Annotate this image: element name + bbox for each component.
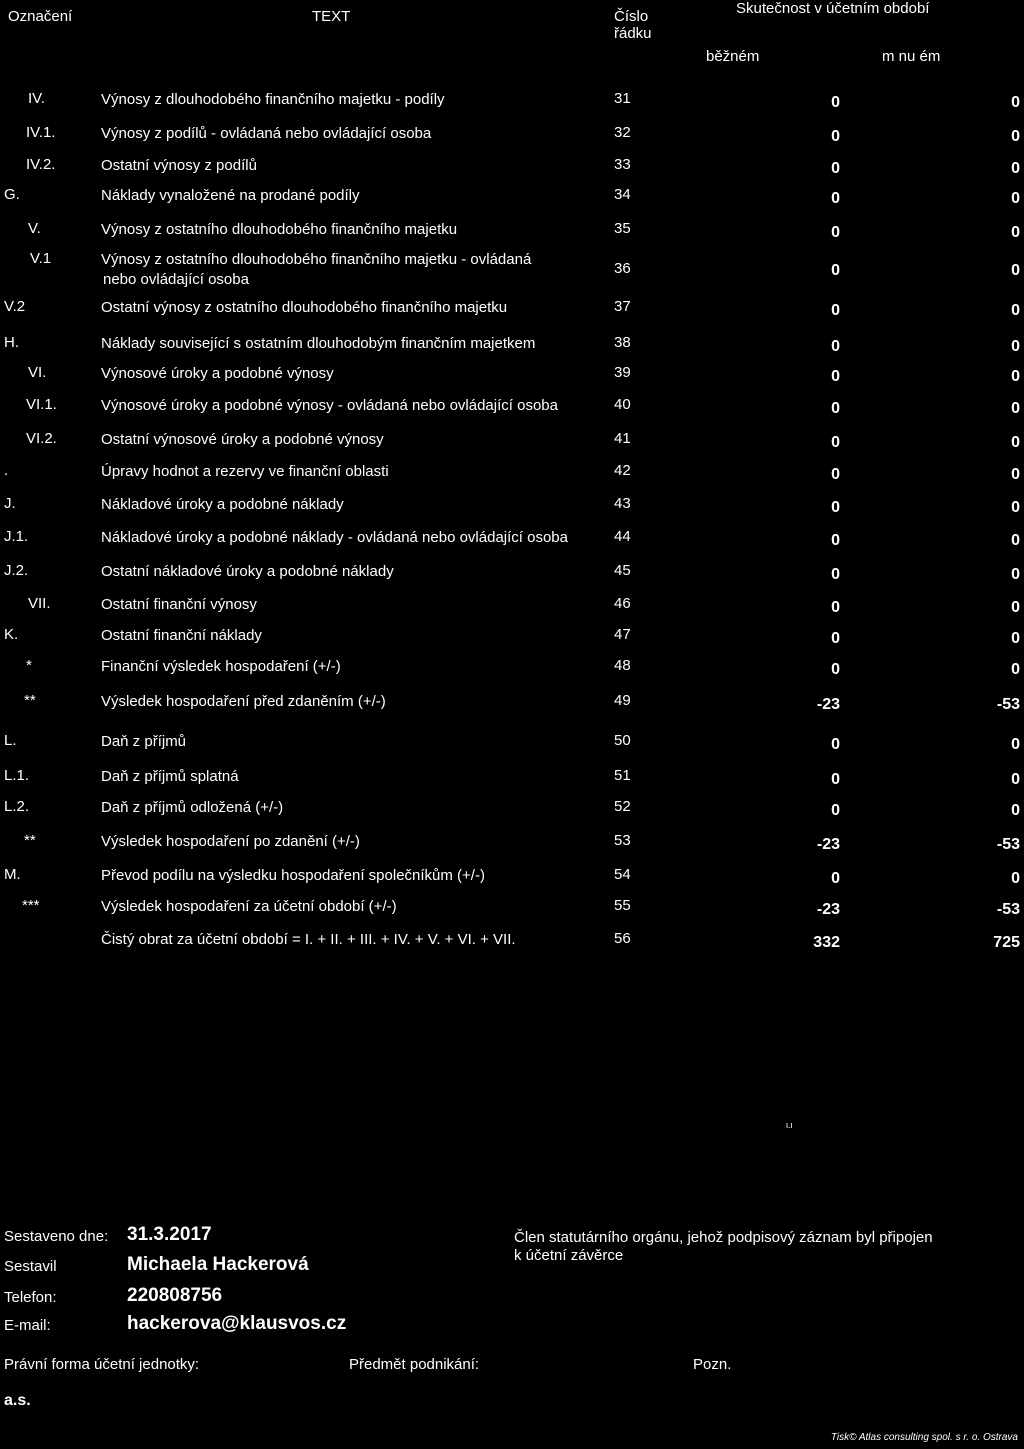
table-row xyxy=(0,626,1024,656)
row-code: H. xyxy=(4,334,19,351)
table-row xyxy=(0,250,1024,288)
row-previous-value: 725 xyxy=(993,934,1020,951)
row-number: 51 xyxy=(614,767,631,784)
row-code: VI.2. xyxy=(26,430,57,447)
row-number: 39 xyxy=(614,364,631,381)
row-code: V.1 xyxy=(30,250,52,267)
table-row xyxy=(0,528,1024,558)
header-skutecnost: Skutečnost v účetním období xyxy=(736,0,930,17)
row-current-value: 0 xyxy=(831,94,840,111)
row-text-line: Výsledek hospodaření po zdanění (+/-) xyxy=(101,833,360,850)
row-current-value: -23 xyxy=(816,696,840,713)
row-previous-value: 0 xyxy=(1011,160,1020,177)
row-previous-value: 0 xyxy=(1011,661,1020,678)
row-previous-value: 0 xyxy=(1011,466,1020,483)
row-text xyxy=(101,626,601,646)
row-previous-value: 0 xyxy=(1011,870,1020,887)
email-value: hackerova@klausvos.cz xyxy=(127,1313,347,1334)
row-code: VI. xyxy=(28,364,47,381)
row-previous-value: 0 xyxy=(1011,224,1020,241)
row-current-value: 0 xyxy=(831,160,840,177)
table-row xyxy=(0,732,1024,762)
row-text xyxy=(101,186,601,206)
row-code: L. xyxy=(4,732,17,749)
row-number: 35 xyxy=(614,220,631,237)
row-previous-value: 0 xyxy=(1011,94,1020,111)
row-text xyxy=(101,562,601,582)
row-code: J.2. xyxy=(4,562,29,579)
row-current-value: 0 xyxy=(831,802,840,819)
row-text-line: Daň z příjmů odložená (+/-) xyxy=(101,799,284,816)
row-code: J.1. xyxy=(4,528,29,545)
row-number: 49 xyxy=(614,692,631,709)
row-text-line: Výnosy z podílů - ovládaná nebo ovládající osoba xyxy=(101,125,432,142)
row-previous-value: 0 xyxy=(1011,771,1020,788)
row-current-value: 0 xyxy=(831,630,840,647)
row-code: IV.1. xyxy=(26,124,56,141)
row-number: 50 xyxy=(614,732,631,749)
row-current-value: 0 xyxy=(831,128,840,145)
row-current-value: 0 xyxy=(831,338,840,355)
row-text xyxy=(101,495,601,515)
header-cislo xyxy=(614,8,652,42)
table-row xyxy=(0,430,1024,460)
row-code: *** xyxy=(22,897,40,914)
row-text xyxy=(101,798,601,818)
row-previous-value: 0 xyxy=(1011,262,1020,279)
row-code: L.2. xyxy=(4,798,30,815)
table-row xyxy=(0,657,1024,687)
tisk-note: Tisk© Atlas consulting spol. s r. o. Ostrava xyxy=(830,1432,1018,1443)
table-row xyxy=(0,767,1024,797)
row-code: VII. xyxy=(28,595,51,612)
table-row xyxy=(0,897,1024,927)
row-current-value: 0 xyxy=(831,532,840,549)
row-number: 43 xyxy=(614,495,631,512)
row-number: 54 xyxy=(614,866,631,883)
table-row xyxy=(0,124,1024,154)
row-current-value: 0 xyxy=(831,190,840,207)
row-current-value: 0 xyxy=(831,302,840,319)
row-number: 38 xyxy=(614,334,631,351)
table-row xyxy=(0,832,1024,862)
row-code: ** xyxy=(24,692,36,709)
row-text xyxy=(101,692,601,712)
table-row xyxy=(0,334,1024,364)
row-code: V.2 xyxy=(4,298,26,315)
row-text-line: Ostatní výnosy z podílů xyxy=(101,157,257,174)
row-number: 41 xyxy=(614,430,631,447)
row-text-line: Nákladové úroky a podobné náklady xyxy=(101,496,344,513)
table-row xyxy=(0,364,1024,394)
row-current-value: 0 xyxy=(831,262,840,279)
row-current-value: 0 xyxy=(831,499,840,516)
sestavil-value: Michaela Hackerová xyxy=(127,1254,309,1275)
row-code: G. xyxy=(4,186,20,203)
row-previous-value: 0 xyxy=(1011,499,1020,516)
row-current-value: 0 xyxy=(831,434,840,451)
row-previous-value: 0 xyxy=(1011,190,1020,207)
row-text-line: Finanční výsledek hospodaření (+/-) xyxy=(101,658,341,675)
row-text-line: Čistý obrat za účetní období = I. + II. + III. + IV. + V. + VI. + VII. xyxy=(101,931,516,948)
row-previous-value: 0 xyxy=(1011,566,1020,583)
row-text-line: Výnosové úroky a podobné výnosy xyxy=(101,365,334,382)
row-code: . xyxy=(4,462,9,479)
row-text xyxy=(101,334,601,354)
telefon-value: 220808756 xyxy=(127,1285,223,1306)
row-text xyxy=(101,930,601,950)
row-current-value: 0 xyxy=(831,566,840,583)
row-text xyxy=(101,528,601,548)
table-row xyxy=(0,495,1024,525)
row-text xyxy=(101,156,601,176)
header-cislo-line1: Číslo xyxy=(614,8,649,25)
row-text xyxy=(101,364,601,384)
row-text xyxy=(101,462,601,482)
row-text-line: Výnosy z ostatního dlouhodobého finančního majetku xyxy=(101,221,458,238)
row-current-value: 0 xyxy=(831,661,840,678)
row-text xyxy=(101,250,601,290)
row-number: 55 xyxy=(614,897,631,914)
header-cislo-line2: řádku xyxy=(614,25,652,42)
row-current-value: 0 xyxy=(831,599,840,616)
row-text-line: Ostatní finanční náklady xyxy=(101,627,262,644)
row-text-line: Ostatní výnosové úroky a podobné výnosy xyxy=(101,431,384,448)
row-code: * xyxy=(26,657,32,674)
row-current-value: 0 xyxy=(831,736,840,753)
row-text xyxy=(101,595,601,615)
table-row xyxy=(0,462,1024,492)
row-text xyxy=(101,732,601,752)
row-previous-value: 0 xyxy=(1011,599,1020,616)
row-previous-value: 0 xyxy=(1011,532,1020,549)
header-oznaceni: Označení xyxy=(8,8,73,25)
row-text xyxy=(101,220,601,240)
row-code: K. xyxy=(4,626,19,643)
row-current-value: 0 xyxy=(831,400,840,417)
row-number: 46 xyxy=(614,595,631,612)
pravni-forma-value: a.s. xyxy=(4,1392,31,1409)
row-number: 47 xyxy=(614,626,631,643)
row-number: 32 xyxy=(614,124,631,141)
row-number: 33 xyxy=(614,156,631,173)
row-previous-value: 0 xyxy=(1011,128,1020,145)
row-current-value: -23 xyxy=(816,901,840,918)
row-text xyxy=(101,767,601,787)
row-text-line: Převod podílu na výsledku hospodaření společníkům (+/-) xyxy=(101,867,485,884)
row-number: 56 xyxy=(614,930,631,947)
small-mark: ι.ι xyxy=(786,1120,793,1130)
row-code: V. xyxy=(28,220,41,237)
row-previous-value: 0 xyxy=(1011,338,1020,355)
row-text xyxy=(101,657,601,677)
row-text-line: Nákladové úroky a podobné náklady - ovládaná nebo ovládající osoba xyxy=(101,529,568,546)
row-previous-value: 0 xyxy=(1011,630,1020,647)
pravni-forma-label: Právní forma účetní jednotky: xyxy=(4,1356,200,1373)
row-code: VI.1. xyxy=(26,396,57,413)
table-row xyxy=(0,396,1024,426)
row-previous-value: -53 xyxy=(996,696,1020,713)
header-text: TEXT xyxy=(312,8,351,25)
clen-line2: k účetní závěrce xyxy=(514,1247,624,1264)
row-number: 42 xyxy=(614,462,631,479)
row-number: 31 xyxy=(614,90,631,107)
row-number: 48 xyxy=(614,657,631,674)
row-number: 45 xyxy=(614,562,631,579)
row-current-value: 332 xyxy=(813,934,840,951)
row-code: J. xyxy=(4,495,16,512)
row-text-line: Daň z příjmů splatná xyxy=(101,768,239,785)
predmet-label: Předmět podnikání: xyxy=(349,1356,480,1373)
row-current-value: -23 xyxy=(816,836,840,853)
pozn-label: Pozn. xyxy=(693,1356,732,1373)
row-current-value: 0 xyxy=(831,466,840,483)
row-number: 53 xyxy=(614,832,631,849)
table-row xyxy=(0,866,1024,896)
header-minule: m nu ém xyxy=(882,48,941,65)
row-current-value: 0 xyxy=(831,368,840,385)
row-text-line: Ostatní nákladové úroky a podobné náklady xyxy=(101,563,394,580)
row-text xyxy=(101,897,601,917)
table-row xyxy=(0,298,1024,328)
row-text-line: Ostatní finanční výnosy xyxy=(101,596,257,613)
row-current-value: 0 xyxy=(831,870,840,887)
table-row xyxy=(0,220,1024,250)
row-text-line: Výnosy z ostatního dlouhodobého finančního majetku - ovládaná xyxy=(101,251,532,268)
row-previous-value: 0 xyxy=(1011,802,1020,819)
clen-line1: Člen statutárního orgánu, jehož podpisový záznam byl připojen xyxy=(514,1229,933,1246)
row-previous-value: 0 xyxy=(1011,434,1020,451)
row-code: IV. xyxy=(28,90,45,107)
row-text-line: Daň z příjmů xyxy=(101,733,187,750)
row-current-value: 0 xyxy=(831,771,840,788)
row-code: L.1. xyxy=(4,767,30,784)
row-text-line: Ostatní výnosy z ostatního dlouhodobého finančního majetku xyxy=(101,299,508,316)
row-text xyxy=(101,396,601,416)
sestavil-label: Sestavil xyxy=(4,1258,57,1275)
row-text xyxy=(101,90,601,110)
row-current-value: 0 xyxy=(831,224,840,241)
email-label: E-mail: xyxy=(4,1317,51,1334)
row-code: ** xyxy=(24,832,36,849)
row-number: 44 xyxy=(614,528,631,545)
row-text xyxy=(101,430,601,450)
table-row xyxy=(0,930,1024,960)
table-row xyxy=(0,798,1024,828)
table-row xyxy=(0,90,1024,120)
sestaveno-label: Sestaveno dne: xyxy=(4,1228,109,1245)
row-number: 34 xyxy=(614,186,631,203)
table-row xyxy=(0,595,1024,625)
row-previous-value: 0 xyxy=(1011,400,1020,417)
row-number: 37 xyxy=(614,298,631,315)
row-previous-value: 0 xyxy=(1011,302,1020,319)
table-row xyxy=(0,692,1024,722)
row-previous-value: 0 xyxy=(1011,368,1020,385)
table-row xyxy=(0,186,1024,216)
row-text xyxy=(101,298,601,318)
row-text-line: Náklady vynaložené na prodané podíly xyxy=(101,187,360,204)
row-text xyxy=(101,832,601,852)
row-text-line: Výnosové úroky a podobné výnosy - ovládaná nebo ovládající osoba xyxy=(101,397,558,414)
row-number: 52 xyxy=(614,798,631,815)
row-text xyxy=(101,866,601,886)
row-previous-value: 0 xyxy=(1011,736,1020,753)
row-code: IV.2. xyxy=(26,156,56,173)
table-row xyxy=(0,562,1024,592)
telefon-label: Telefon: xyxy=(4,1289,57,1306)
header-bezne: běžném xyxy=(706,48,760,65)
row-text-line: Náklady související s ostatním dlouhodobým finančním majetkem xyxy=(101,335,536,352)
row-number: 40 xyxy=(614,396,631,413)
sestaveno-value: 31.3.2017 xyxy=(127,1224,212,1245)
row-previous-value: -53 xyxy=(996,836,1020,853)
row-text xyxy=(101,124,601,144)
row-code: M. xyxy=(4,866,21,883)
row-previous-value: -53 xyxy=(996,901,1020,918)
row-text-line: Úpravy hodnot a rezervy ve finanční oblasti xyxy=(101,463,389,480)
row-text-line: Výsledek hospodaření před zdaněním (+/-) xyxy=(101,693,386,710)
row-text-line2: nebo ovládající osoba xyxy=(103,271,249,288)
row-number: 36 xyxy=(614,260,631,277)
table-row xyxy=(0,156,1024,186)
row-text-line: Výnosy z dlouhodobého finančního majetku - podíly xyxy=(101,91,445,108)
row-text-line: Výsledek hospodaření za účetní období (+/-) xyxy=(101,898,397,915)
